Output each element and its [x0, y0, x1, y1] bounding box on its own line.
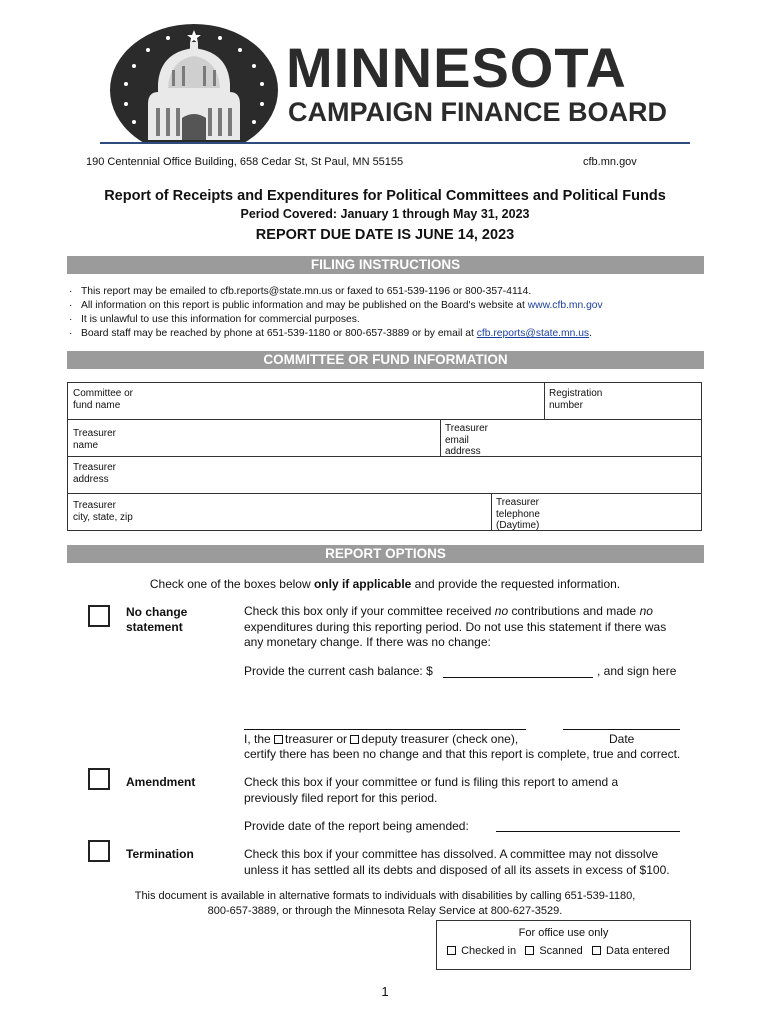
instruction-text: It is unlawful to use this information for commercial purposes.	[81, 314, 360, 325]
due-date: REPORT DUE DATE IS JUNE 14, 2023	[255, 227, 515, 243]
instruction-text: Board staff may be reached by phone at 651-539-1180 or 800-657-3889 or by email at	[81, 328, 477, 339]
cash-balance-input[interactable]	[443, 677, 593, 678]
accessibility-notice	[0, 889, 770, 918]
amendment-checkbox[interactable]	[88, 768, 110, 790]
data-entered-label: Data entered	[606, 945, 670, 957]
treasurer-address-field[interactable]: Treasurer address	[67, 456, 702, 494]
amendment-description: Check this box if your committee or fund is filing this report to amend a previously filed report for this period.	[244, 775, 619, 805]
office-use-checks	[437, 945, 690, 957]
intro-bold-text: only if applicable	[313, 577, 412, 591]
capitol-seal-logo	[108, 22, 280, 144]
desc-text: expenditures during this reporting period. Do not use this statement if there was any monetary change. If there was no change:	[244, 619, 667, 649]
checked-in-checkbox[interactable]	[447, 946, 456, 955]
accessibility-line: This document is available in alternative formats to individuals with disabilities by calling 651-539-1180,	[134, 890, 636, 902]
treasurer-name-field[interactable]: Treasurer name	[67, 419, 441, 457]
cert-text: deputy treasurer (check one),	[361, 732, 519, 746]
termination-description: Check this box if your committee has dissolved. A committee may not dissolve unless it has settled all its debts and disposed of all its assets in excess of $100.	[244, 847, 670, 877]
no-change-checkbox[interactable]	[88, 605, 110, 627]
treasurer-checkbox[interactable]	[274, 735, 283, 744]
instruction-item	[67, 327, 707, 341]
office-use-box	[436, 920, 691, 970]
office-use-title: For office use only	[518, 927, 609, 939]
checked-in-label: Checked in	[461, 945, 517, 957]
scanned-checkbox[interactable]	[525, 946, 534, 955]
data-entered-checkbox[interactable]	[592, 946, 601, 955]
website-link[interactable]: www.cfb.mn.gov	[527, 300, 603, 311]
instruction-text: .	[589, 328, 592, 339]
intro-text: and provide the requested information.	[411, 577, 621, 591]
desc-text: Check this box only if your committee received	[244, 604, 495, 618]
report-options-heading: REPORT OPTIONS	[67, 545, 704, 563]
brand-title: MINNESOTA	[286, 36, 627, 99]
committee-name-field[interactable]: Committee or fund name	[67, 382, 545, 420]
termination-label: Termination	[126, 847, 194, 861]
deputy-treasurer-checkbox[interactable]	[350, 735, 359, 744]
period-covered: Period Covered: January 1 through May 31, 2023	[240, 207, 530, 221]
sign-here-text: , and sign here	[597, 664, 677, 678]
signature-date-line[interactable]	[563, 729, 680, 730]
scanned-label: Scanned	[539, 945, 583, 957]
cert-text: I, the	[244, 732, 271, 746]
board-address: 190 Centennial Office Building, 658 Cedar St, St Paul, MN 55155	[86, 156, 404, 168]
certification-statement: certify there has been no change and that this report is complete, true and correct.	[244, 747, 681, 761]
registration-number-field[interactable]: Registration number	[544, 382, 702, 420]
committee-info-heading: COMMITTEE OR FUND INFORMATION	[67, 351, 704, 369]
accessibility-line: 800-657-3889, or through the Minnesota Relay Service at 800-627-3529.	[207, 904, 563, 917]
filing-instructions-heading: FILING INSTRUCTIONS	[67, 256, 704, 274]
desc-emphasis: no	[494, 604, 509, 618]
date-label: Date	[609, 732, 635, 746]
no-change-label: No change statement	[126, 605, 188, 634]
amendment-date-label: Provide date of the report being amended:	[244, 819, 469, 833]
filing-instructions-list	[67, 285, 707, 341]
instruction-item	[67, 313, 707, 327]
instruction-text: All information on this report is public information and may be published on the Board's website at	[81, 300, 528, 311]
brand-subtitle: CAMPAIGN FINANCE BOARD	[288, 97, 667, 127]
report-title: Report of Receipts and Expenditures for Political Committees and Political Funds	[104, 188, 666, 204]
amendment-date-input[interactable]	[496, 831, 680, 832]
cert-text: treasurer or	[285, 732, 348, 746]
treasurer-email-field[interactable]: Treasurer email address	[440, 419, 702, 457]
no-change-description	[244, 604, 684, 651]
header-divider	[100, 142, 690, 144]
amendment-label: Amendment	[126, 775, 196, 789]
email-link[interactable]: cfb.reports@state.mn.us	[476, 328, 590, 339]
desc-text: contributions and made	[508, 604, 640, 618]
treasurer-phone-field[interactable]: Treasurer telephone (Daytime)	[491, 493, 702, 531]
board-website: cfb.mn.gov	[583, 156, 637, 168]
cash-balance-label: Provide the current cash balance: $	[244, 664, 433, 678]
termination-checkbox[interactable]	[88, 840, 110, 862]
treasurer-city-field[interactable]: Treasurer city, state, zip	[67, 493, 492, 531]
desc-emphasis: no	[639, 604, 653, 618]
instruction-text: This report may be emailed to cfb.reports@state.mn.us or faxed to 651-539-1196 or 800-357-4114.	[81, 286, 532, 297]
signature-line[interactable]	[244, 729, 526, 730]
page-number: 1	[381, 984, 389, 999]
intro-text: Check one of the boxes below	[149, 577, 314, 591]
options-intro	[0, 577, 770, 593]
instruction-item	[67, 299, 707, 313]
instruction-item	[67, 285, 707, 299]
